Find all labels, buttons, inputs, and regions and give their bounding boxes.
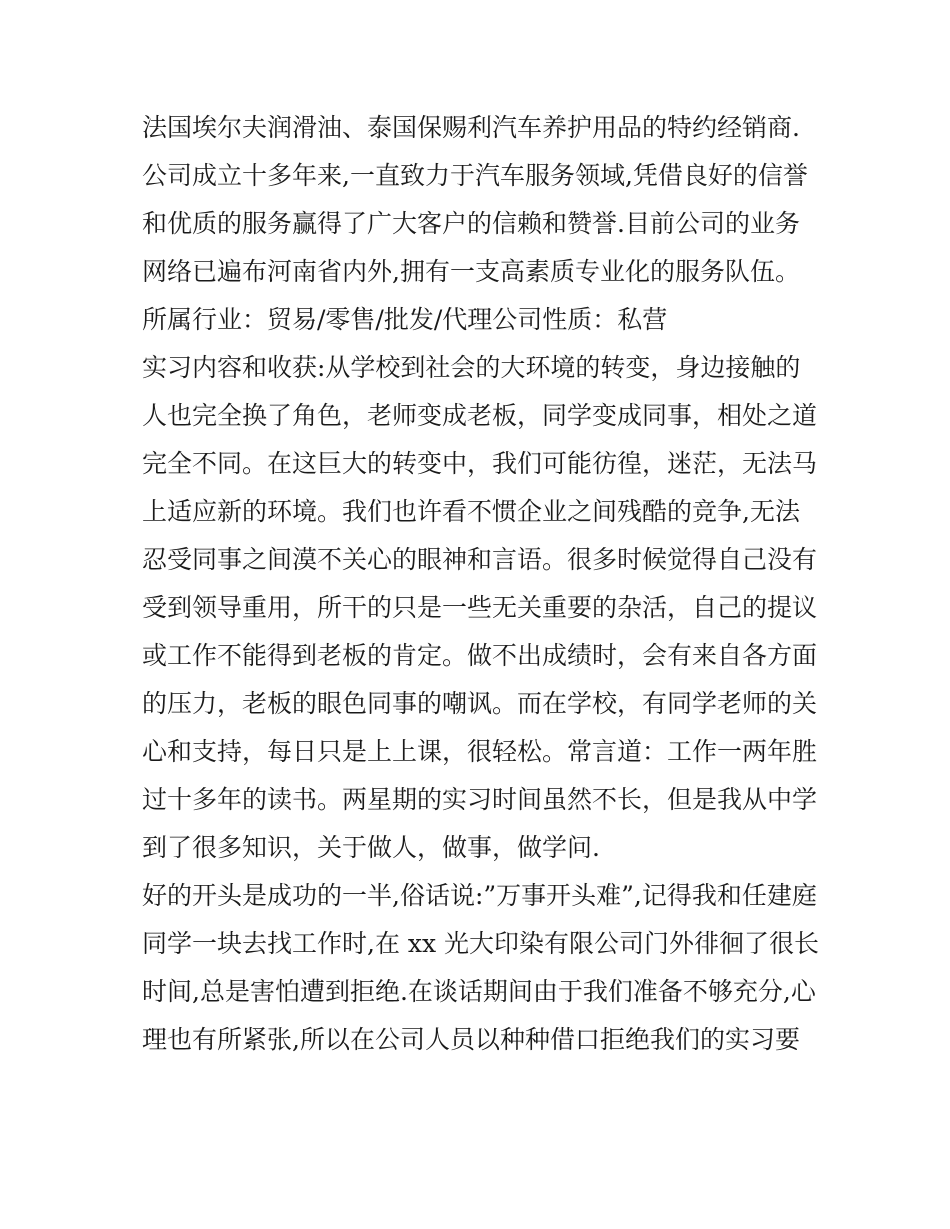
text-line: 时间,总是害怕遭到拒绝.在谈话期间由于我们准备不够充分,心: [142, 977, 816, 1006]
text-line: 和优质的服务赢得了广大客户的信赖和赞誉.目前公司的业务: [142, 209, 800, 238]
text-line: 或工作不能得到老板的肯定。做不出成绩时，会有来自各方面: [142, 641, 818, 670]
text-line: 到了很多知识，关于做人，做事，做学问.: [142, 833, 600, 862]
text-line: 过十多年的读书。两星期的实习时间虽然不长，但是我从中学: [142, 785, 818, 814]
text-line: 人也完全换了角色，老师变成老板，同学变成同事，相处之道: [142, 401, 818, 430]
text-line: 好的开头是成功的一半,俗话说:”万事开头难”,记得我和任建庭: [142, 881, 817, 910]
text-line: 完全不同。在这巨大的转变中，我们可能彷徨，迷茫，无法马: [142, 449, 818, 478]
text-line: 公司成立十多年来,一直致力于汽车服务领域,凭借良好的信誉: [142, 161, 808, 190]
text-line: 实习内容和收获:从学校到社会的大环境的转变，身边接触的: [142, 353, 801, 382]
text-line: 受到领导重用，所干的只是一些无关重要的杂活，自己的提议: [142, 593, 818, 622]
text-line: 同学一块去找工作时,在 xx 光大印染有限公司门外徘徊了很长: [142, 929, 820, 958]
text-line: 心和支持，每日只是上上课，很轻松。常言道：工作一两年胜: [142, 737, 818, 766]
text-line: 的压力，老板的眼色同事的嘲讽。而在学校，有同学老师的关: [142, 689, 818, 718]
text-line: 忍受同事之间漠不关心的眼神和言语。很多时候觉得自己没有: [142, 545, 818, 574]
text-line: 上适应新的环境。我们也许看不惯企业之间残酷的竞争,无法: [142, 497, 800, 526]
text-line: 网络已遍布河南省内外,拥有一支高素质专业化的服务队伍。: [142, 257, 800, 286]
text-line: 所属行业：贸易/零售/批发/代理公司性质：私营: [142, 305, 668, 334]
text-line: 法国埃尔夫润滑油、泰国保赐利汽车养护用品的特约经销商.: [142, 113, 800, 142]
text-line: 理也有所紧张,所以在公司人员以种种借口拒绝我们的实习要: [142, 1025, 800, 1054]
